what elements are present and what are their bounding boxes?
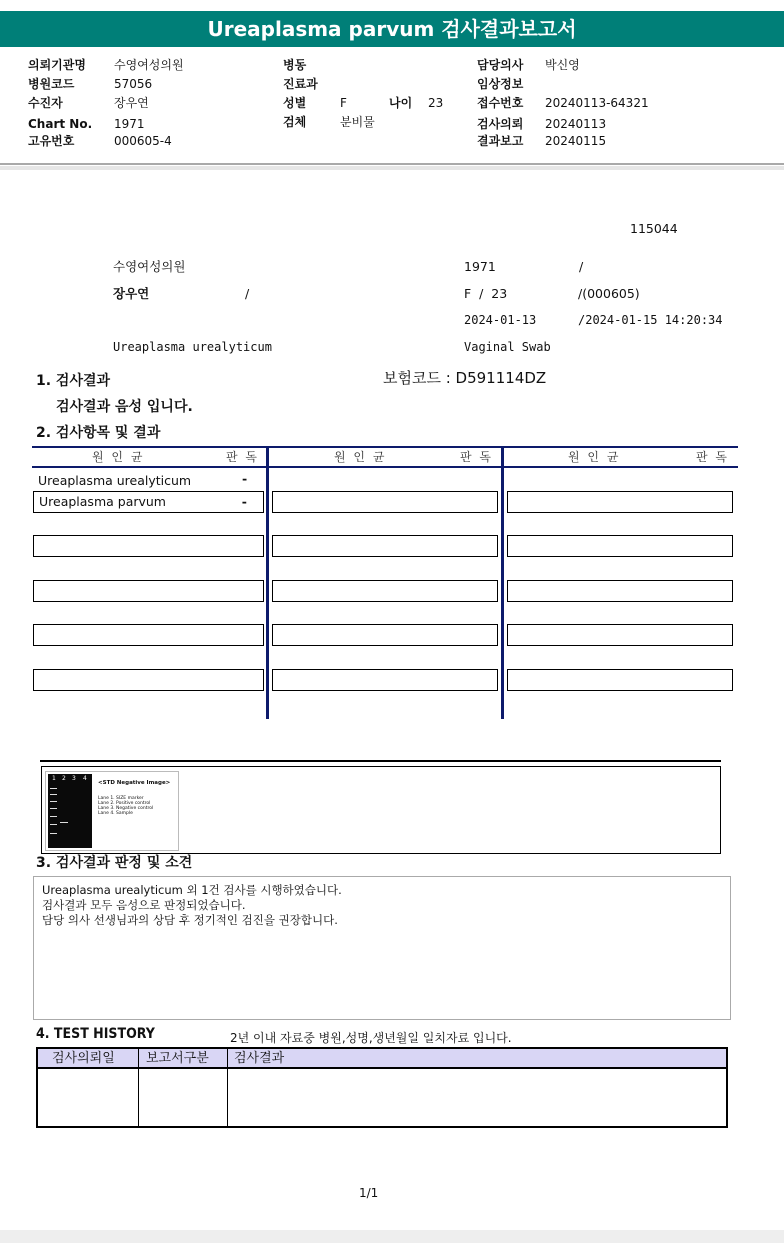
gel-image-thumbnail: [45, 771, 179, 851]
result-cell: [33, 491, 264, 513]
column-header-pathogen: 원 인 균: [92, 450, 145, 464]
opinion-box: [33, 876, 731, 1020]
header-label: 병원코드: [28, 77, 75, 91]
header-label: 검사의뢰: [477, 117, 524, 131]
lane-number: 3: [72, 775, 76, 782]
header-divider: [0, 163, 784, 165]
header-value: 20240115: [545, 134, 607, 148]
marker-band: [50, 816, 57, 817]
header-label: 수진자: [28, 96, 63, 110]
history-column-divider: [138, 1049, 139, 1126]
report-datetime: /2024-01-15 14:20:34: [578, 313, 723, 327]
header-value: 20240113: [545, 117, 607, 131]
image-legend-item: Lane 4. Sample: [98, 811, 133, 816]
separator: /: [245, 286, 250, 301]
table-top-rule: [32, 446, 738, 448]
header-label: 의뢰기관명: [28, 58, 86, 72]
pathogen-result: -: [241, 494, 247, 509]
specimen-type: Vaginal Swab: [464, 340, 551, 354]
positive-band: [60, 822, 68, 823]
column-header-pathogen: 원 인 균: [334, 450, 387, 464]
header-label: 병동: [283, 58, 307, 72]
header-label: 임상정보: [477, 77, 524, 91]
result-cell-empty: [507, 580, 733, 602]
image-title: <STD Negative Image>: [98, 780, 171, 786]
image-divider: [40, 760, 721, 762]
unique-id: /(000605): [578, 286, 640, 301]
patient-name: 장우연: [113, 286, 150, 301]
section-4-title: 4. TEST HISTORY: [36, 1026, 155, 1042]
table-column-divider: [266, 446, 269, 719]
result-cell-empty: [507, 491, 733, 513]
separator: /: [579, 259, 584, 274]
section-2-title: 2. 검사항목 및 결과: [36, 425, 161, 441]
history-header-result: 검사결과: [234, 1051, 285, 1066]
header-value: 수영여성의원: [114, 58, 184, 72]
header-value: 23: [428, 96, 444, 110]
lane-number: 1: [52, 775, 56, 782]
marker-band: [50, 833, 57, 834]
result-cell-empty: [272, 580, 498, 602]
history-column-divider: [227, 1049, 228, 1126]
result-cell-empty: [33, 669, 264, 691]
opinion-line: Ureaplasma urealyticum 외 1건 검사를 시행하였습니다.: [42, 883, 342, 897]
header-label: 성별: [283, 96, 307, 110]
marker-band: [50, 808, 57, 809]
clinic-name: 수영여성의원: [113, 259, 186, 274]
section-3-title: 3. 검사결과 판정 및 소견: [36, 855, 193, 871]
column-header-reading: 판 독: [226, 450, 259, 464]
page-number: 1/1: [359, 1186, 379, 1200]
image-legend-item: Lane 1. SIZE marker: [98, 796, 144, 801]
table-column-divider: [501, 446, 504, 719]
column-header-reading: 판 독: [460, 450, 493, 464]
header-value: 박신영: [545, 58, 580, 72]
report-code: 115044: [630, 221, 678, 236]
chart-number: 1971: [464, 259, 496, 274]
opinion-line: 담당 의사 선생님과의 상담 후 정기적인 검진을 권장합니다.: [42, 913, 338, 927]
header-label: 결과보고: [477, 134, 524, 148]
result-cell-empty: [33, 580, 264, 602]
result-cell-empty: [507, 624, 733, 646]
header-value: 분비물: [340, 115, 375, 129]
opinion-line: 검사결과 모두 음성으로 판정되었습니다.: [42, 898, 246, 912]
image-legend-item: Lane 3. Negative control: [98, 806, 154, 811]
gel-image-box: [41, 766, 721, 854]
header-label: Chart No.: [28, 117, 93, 131]
header-value: 000605-4: [114, 134, 172, 148]
header-value: 장우연: [114, 96, 149, 110]
header-divider-shadow: [0, 166, 784, 170]
history-note: 2년 이내 자료중 병원,성명,생년월일 일치자료 입니다.: [230, 1031, 512, 1045]
header-label: 검체: [283, 115, 307, 129]
pathogen-name: Ureaplasma urealyticum: [38, 473, 192, 488]
gel-electrophoresis-image: [48, 774, 92, 848]
lane-number: 2: [62, 775, 66, 782]
table-header-rule: [32, 466, 738, 468]
header-value: F: [340, 96, 347, 110]
header-value: 1971: [114, 117, 145, 131]
result-cell-empty: [33, 624, 264, 646]
history-table: [36, 1047, 728, 1128]
report-title: Ureaplasma parvum 검사결과보고서: [0, 11, 784, 47]
test-name: Ureaplasma urealyticum: [113, 340, 272, 354]
marker-band: [50, 788, 57, 789]
result-cell-empty: [272, 624, 498, 646]
lane-number: 4: [83, 775, 87, 782]
sex-age: F / 23: [464, 286, 508, 301]
history-header-request-date: 검사의뢰일: [52, 1051, 115, 1066]
header-label: 나이: [389, 96, 413, 110]
marker-band: [50, 824, 57, 825]
request-date: 2024-01-13: [464, 313, 537, 327]
header-label: 고유번호: [28, 134, 75, 148]
result-cell-empty: [507, 669, 733, 691]
result-summary: 검사결과 음성 입니다.: [56, 399, 193, 415]
column-header-pathogen: 원 인 균: [568, 450, 621, 464]
result-cell-empty: [507, 535, 733, 557]
header-label: 진료과: [283, 77, 318, 91]
column-header-reading: 판 독: [696, 450, 729, 464]
header-value: 57056: [114, 77, 153, 91]
result-cell-empty: [33, 535, 264, 557]
result-cell-empty: [272, 669, 498, 691]
history-header-report-type: 보고서구분: [146, 1051, 209, 1066]
pathogen-name: Ureaplasma parvum: [39, 494, 166, 509]
header-label: 접수번호: [477, 96, 524, 110]
pathogen-result: -: [242, 471, 248, 486]
image-legend-item: Lane 2. Positive control: [98, 801, 151, 806]
marker-band: [50, 794, 57, 795]
result-cell-empty: [272, 491, 498, 513]
marker-band: [50, 801, 57, 802]
insurance-code: 보험코드 : D591114DZ: [383, 369, 547, 387]
footer-bar: [0, 1230, 784, 1243]
header-label: 담당의사: [477, 58, 524, 72]
header-value: 20240113-64321: [545, 96, 649, 110]
section-1-title: 1. 검사결과: [36, 373, 111, 389]
result-cell-empty: [272, 535, 498, 557]
